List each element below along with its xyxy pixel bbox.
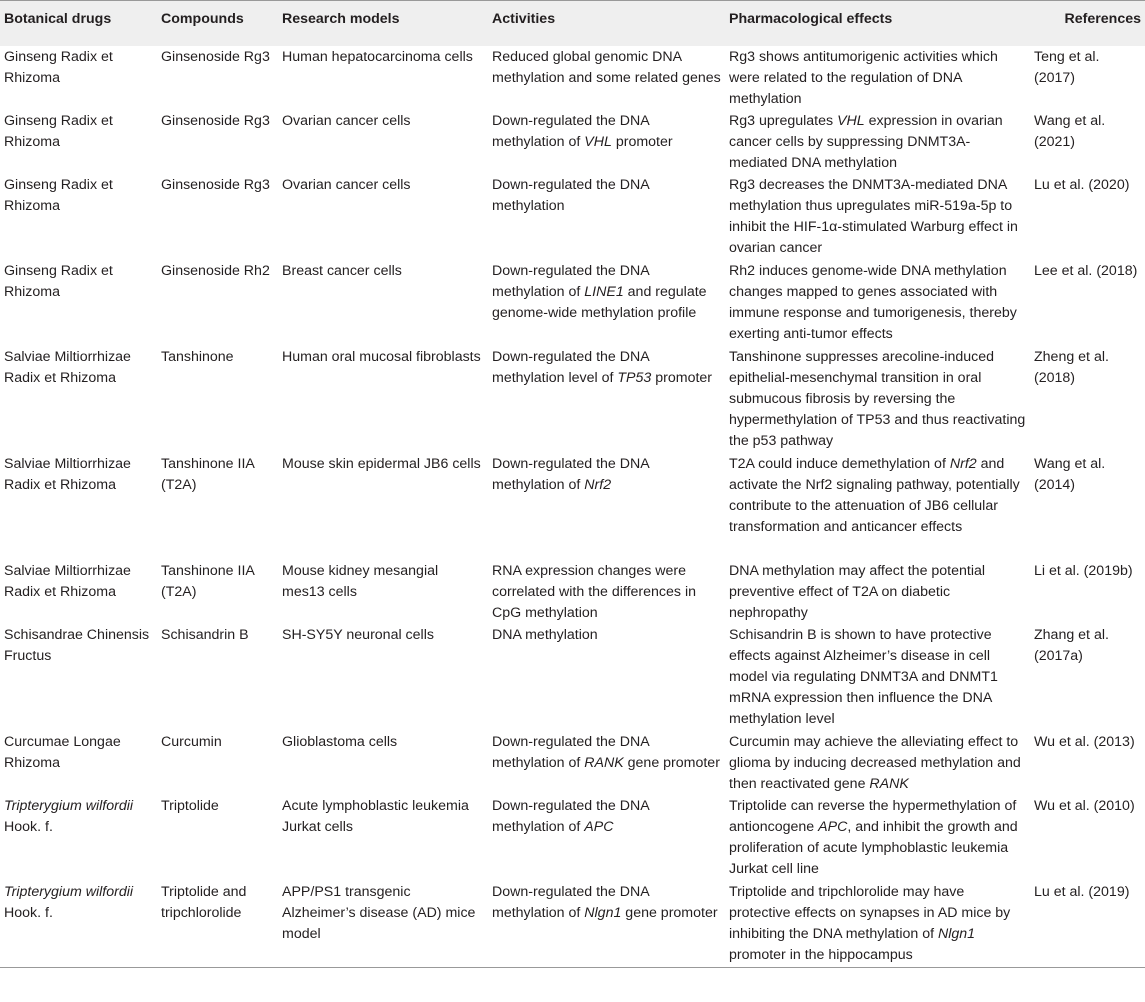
gene-name: APC xyxy=(584,818,614,835)
header-references: References xyxy=(1064,11,1141,27)
cell-compound: Ginsenoside Rg3 xyxy=(161,48,270,65)
cell-reference: Zhang et al. (2017a) xyxy=(1034,626,1109,664)
cell-effect: Triptolide can reverse the hypermethylation of antioncogene APC, and inhibit the growth and proliferation of acute lymphoblastic leukemia Jurkat cell line xyxy=(729,797,1018,877)
cell-reference: Wu et al. (2010) xyxy=(1034,797,1135,814)
cell-effect: Rg3 shows antitumorigenic activities which were related to the regulation of DNA methylation xyxy=(729,48,998,107)
cell-compound: Ginsenoside Rg3 xyxy=(161,112,270,129)
gene-name: VHL xyxy=(584,133,612,150)
cell-effect: Rg3 upregulates VHL expression in ovarian cancer cells by suppressing DNMT3A-mediated DNA methylation xyxy=(729,112,1003,171)
cell-effect: Tanshinone suppresses arecoline-induced epithelial-mesenchymal transition in oral submucous fibrosis by reversing the hypermethylation of TP53 and thus reactivating the p53 pathway xyxy=(729,348,1026,449)
cell-reference: Teng et al. (2017) xyxy=(1034,48,1100,86)
cell-model: Human hepatocarcinoma cells xyxy=(282,48,473,65)
cell-activity: RNA expression changes were correlated with the differences in CpG methylation xyxy=(492,562,696,621)
cell-activity: Down-regulated the DNA methylation of LINE1 and regulate genome-wide methylation profile xyxy=(492,262,707,321)
cell-compound: Curcumin xyxy=(161,733,222,750)
cell-model: Acute lymphoblastic leukemia Jurkat cells xyxy=(282,797,469,835)
table-row xyxy=(0,731,1145,795)
cell-reference: Wu et al. (2013) xyxy=(1034,733,1135,750)
gene-name: TP53 xyxy=(617,369,652,386)
cell-drug: Salviae Miltiorrhizae Radix et Rhizoma xyxy=(4,562,131,600)
cell-activity: Down-regulated the DNA methylation of RANK gene promoter xyxy=(492,733,720,771)
gene-name: Nlgn1 xyxy=(938,925,976,942)
cell-compound: Tanshinone xyxy=(161,348,234,365)
header-research-models: Research models xyxy=(282,11,400,27)
cell-reference: Wang et al. (2014) xyxy=(1034,455,1106,493)
cell-compound: Schisandrin B xyxy=(161,626,249,643)
gene-name: RANK xyxy=(584,754,624,771)
gene-name: APC xyxy=(818,818,848,835)
cell-model: SH-SY5Y neuronal cells xyxy=(282,626,434,643)
cell-effect: Curcumin may achieve the alleviating effect to glioma by inducing decreased methylation and then reactivated gene RANK xyxy=(729,733,1021,792)
cell-activity: Down-regulated the DNA methylation level of TP53 promoter xyxy=(492,348,713,386)
cell-effect: Rh2 induces genome-wide DNA methylation changes mapped to genes associated with immune response and tumorigenesis, thereby exerting anti-tumor effects xyxy=(729,262,1017,342)
table-row xyxy=(0,174,1145,260)
cell-activity: Down-regulated the DNA methylation xyxy=(492,176,649,214)
cell-model: APP/PS1 transgenic Alzheimer’s disease (AD) mice model xyxy=(282,883,476,942)
header-pharmacological-effects: Pharmacological effects xyxy=(729,11,893,27)
cell-drug: Ginseng Radix et Rhizoma xyxy=(4,262,113,300)
cell-model: Human oral mucosal fibroblasts xyxy=(282,348,481,365)
cell-model: Mouse skin epidermal JB6 cells xyxy=(282,455,481,472)
header-row xyxy=(0,1,1145,46)
table-row xyxy=(0,881,1145,968)
cell-model: Mouse kidney mesangial mes13 cells xyxy=(282,562,439,600)
species-name: Tripterygium wilfordii xyxy=(4,797,134,814)
cell-drug: Salviae Miltiorrhizae Radix et Rhizoma xyxy=(4,348,131,386)
cell-reference: Wang et al. (2021) xyxy=(1034,112,1106,150)
header-compounds: Compounds xyxy=(161,11,244,27)
cell-activity: Down-regulated the DNA methylation of APC xyxy=(492,797,649,835)
table-row xyxy=(0,46,1145,110)
cell-reference: Zheng et al. (2018) xyxy=(1034,348,1109,386)
cell-reference: Lee et al. (2018) xyxy=(1034,262,1138,279)
cell-drug: Ginseng Radix et Rhizoma xyxy=(4,112,113,150)
header-botanical-drugs: Botanical drugs xyxy=(4,11,112,27)
cell-compound: Ginsenoside Rg3 xyxy=(161,176,270,193)
table-row xyxy=(0,795,1145,881)
gene-name: LINE1 xyxy=(584,283,624,300)
cell-drug: Tripterygium wilfordii Hook. f. xyxy=(4,883,134,921)
cell-drug: Ginseng Radix et Rhizoma xyxy=(4,48,113,86)
table-row xyxy=(0,560,1145,624)
cell-effect: Schisandrin B is shown to have protective effects against Alzheimer’s disease in cell model via regulating DNMT3A and DNMT1 mRNA expression then influence the DNA methylation level xyxy=(729,626,998,727)
cell-compound: Triptolide xyxy=(161,797,219,814)
table-row xyxy=(0,624,1145,731)
cell-activity: Reduced global genomic DNA methylation and some related genes xyxy=(492,48,721,86)
cell-reference: Li et al. (2019b) xyxy=(1034,562,1133,579)
cell-compound: Ginsenoside Rh2 xyxy=(161,262,270,279)
cell-reference: Lu et al. (2019) xyxy=(1034,883,1130,900)
species-name: Tripterygium wilfordii xyxy=(4,883,134,900)
gene-name: RANK xyxy=(869,775,909,792)
gene-name: Nrf2 xyxy=(584,476,612,493)
cell-effect: DNA methylation may affect the potential preventive effect of T2A on diabetic nephropathy xyxy=(729,562,986,621)
cell-drug: Tripterygium wilfordii Hook. f. xyxy=(4,797,134,835)
cell-compound: Triptolide and tripchlorolide xyxy=(161,883,247,921)
table-row xyxy=(0,346,1145,453)
cell-drug: Schisandrae Chinensis Fructus xyxy=(4,626,150,664)
cell-effect: Triptolide and tripchlorolide may have protective effects on synapses in AD mice by inhibiting the DNA methylation of Nlgn1 promoter in the hippocampus xyxy=(729,883,1011,963)
cell-model: Ovarian cancer cells xyxy=(282,176,411,193)
cell-drug: Salviae Miltiorrhizae Radix et Rhizoma xyxy=(4,455,131,493)
cell-model: Ovarian cancer cells xyxy=(282,112,411,129)
cell-effect: Rg3 decreases the DNMT3A-mediated DNA methylation thus upregulates miR-519a-5p to inhibit the HIF-1α-stimulated Warburg effect in ovarian cancer xyxy=(729,176,1018,256)
cell-reference: Lu et al. (2020) xyxy=(1034,176,1130,193)
cell-effect: T2A could induce demethylation of Nrf2 and activate the Nrf2 signaling pathway, potentially contribute to the attenuation of JB6 cellular transformation and anticancer effects xyxy=(729,455,1020,535)
table-row xyxy=(0,260,1145,346)
table-row xyxy=(0,453,1145,560)
cell-drug: Curcumae Longae Rhizoma xyxy=(4,733,121,771)
cell-compound: Tanshinone IIA (T2A) xyxy=(161,455,255,493)
cell-activity: Down-regulated the DNA methylation of VHL promoter xyxy=(492,112,673,150)
cell-model: Breast cancer cells xyxy=(282,262,402,279)
cell-drug: Ginseng Radix et Rhizoma xyxy=(4,176,113,214)
table-row xyxy=(0,110,1145,174)
gene-name: Nrf2 xyxy=(949,455,977,472)
gene-name: VHL xyxy=(837,112,865,129)
cell-activity: DNA methylation xyxy=(492,626,598,643)
cell-model: Glioblastoma cells xyxy=(282,733,398,750)
gene-name: Nlgn1 xyxy=(584,904,622,921)
cell-compound: Tanshinone IIA (T2A) xyxy=(161,562,255,600)
header-activities: Activities xyxy=(492,11,556,27)
cell-activity: Down-regulated the DNA methylation of Nrf2 xyxy=(492,455,649,493)
cell-activity: Down-regulated the DNA methylation of Nlgn1 gene promoter xyxy=(492,883,718,921)
